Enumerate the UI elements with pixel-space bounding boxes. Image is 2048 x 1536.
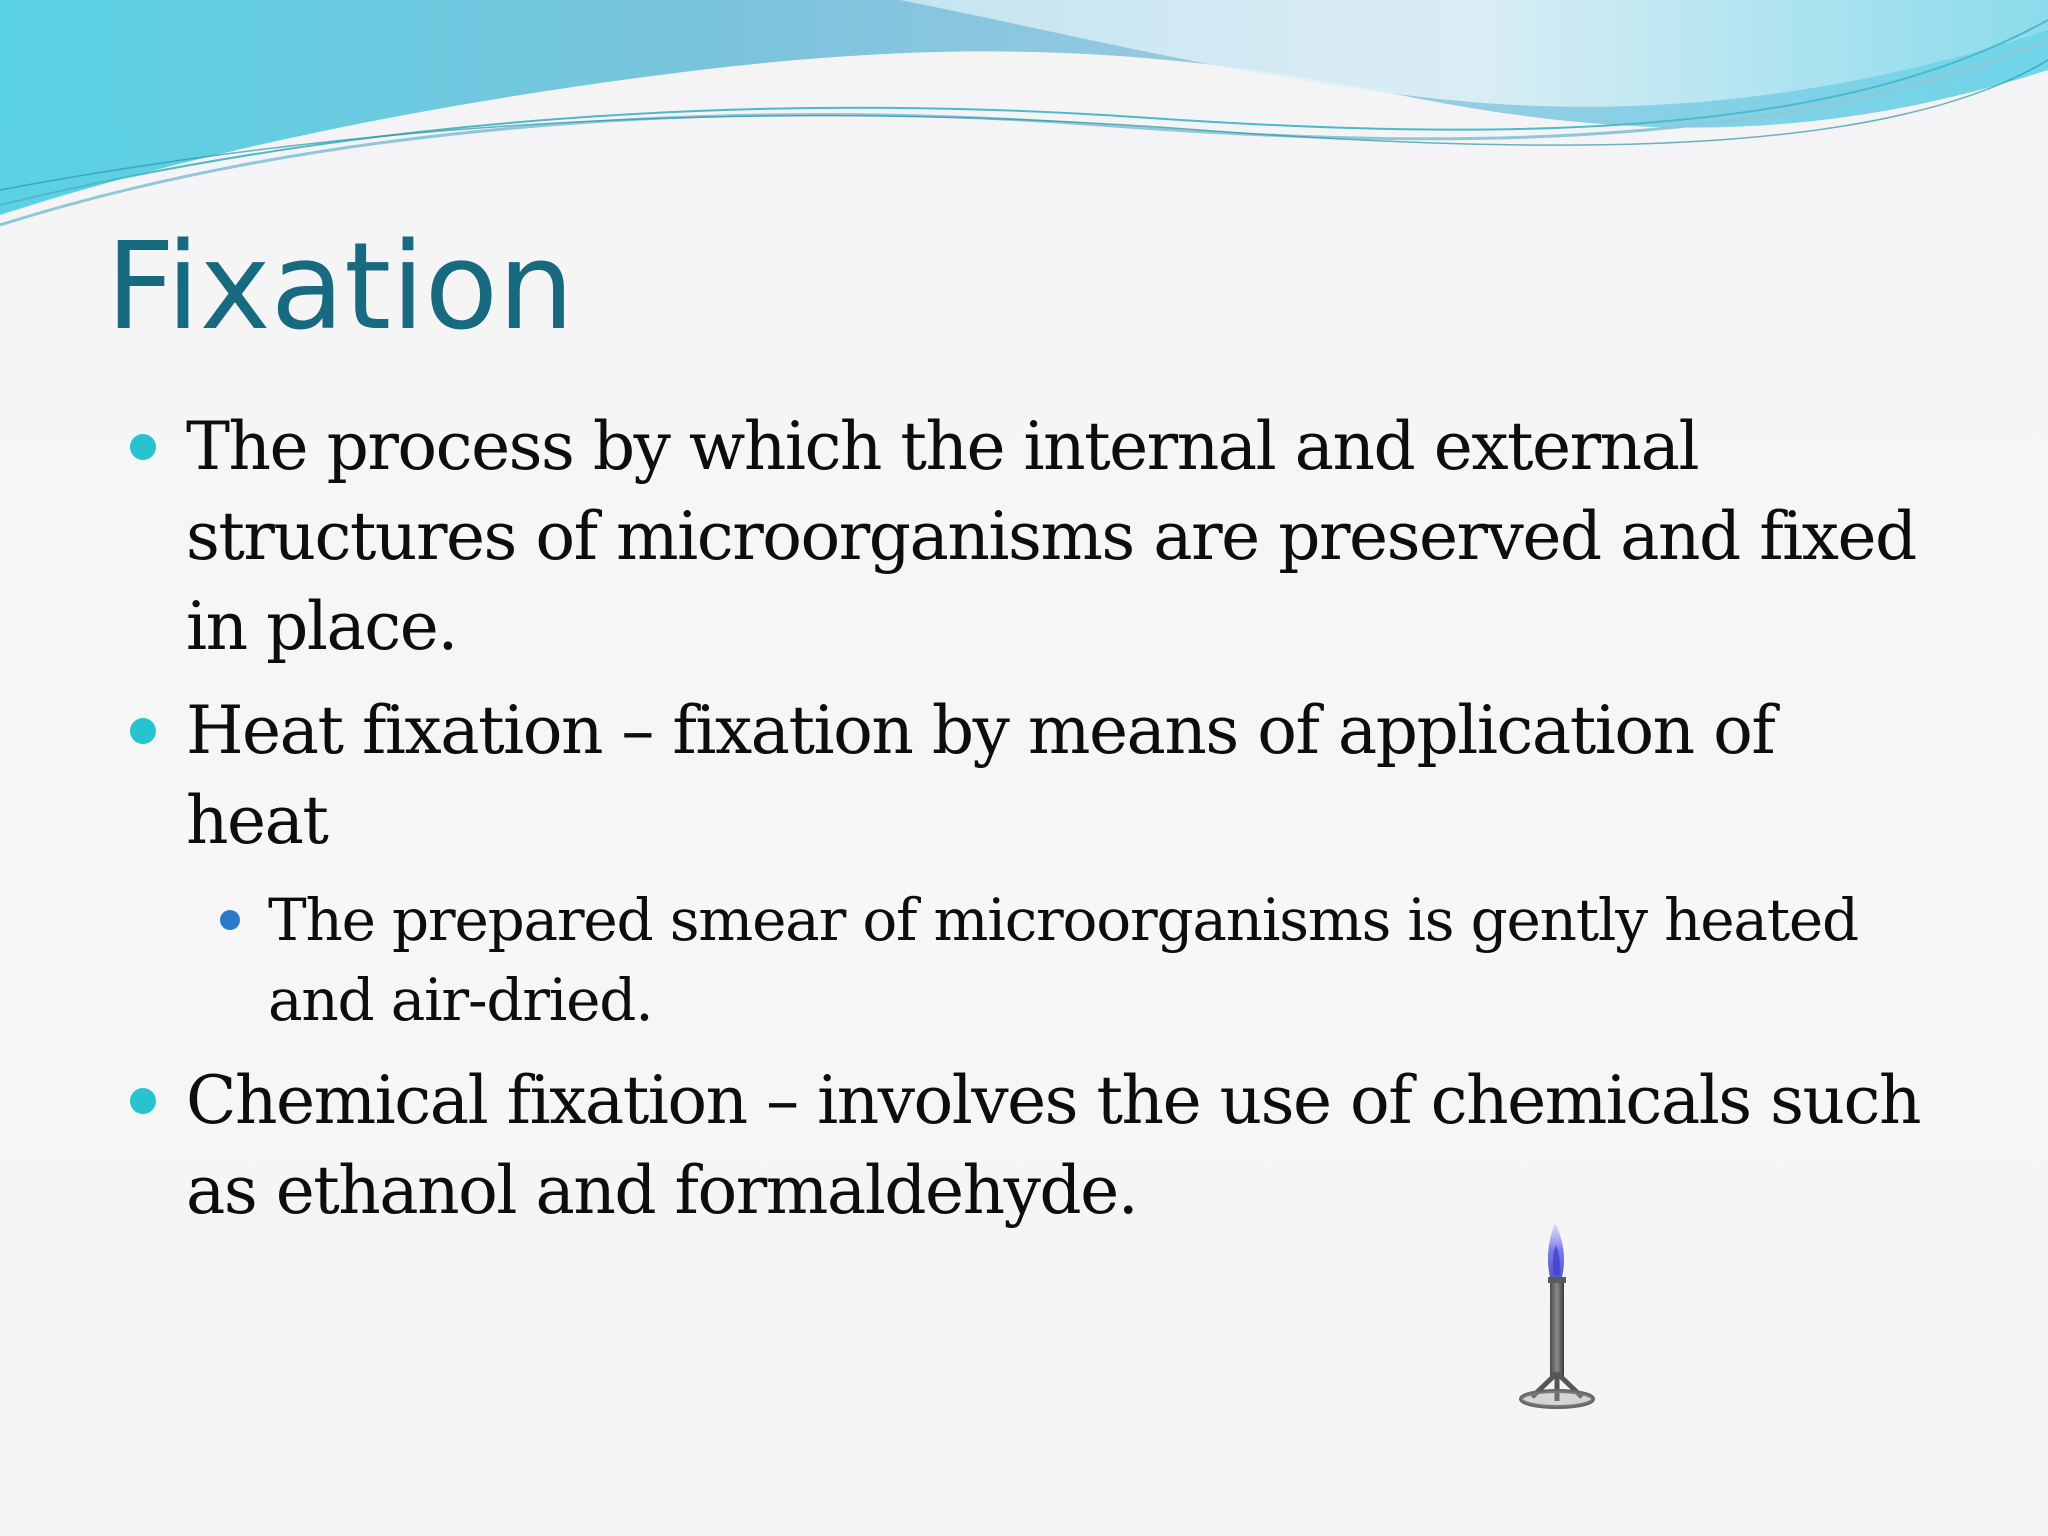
bullet-text: Heat fixation – fixation by means of application of heat — [186, 692, 1775, 859]
bullet-dot-icon — [130, 434, 156, 460]
bullet-item — [130, 686, 1930, 866]
bullet-item — [130, 402, 1930, 672]
slide-title: Fixation — [106, 218, 575, 357]
bullet-text: The process by which the internal and external structures of microorganisms are preserved and fixed in place. — [186, 408, 1916, 665]
sub-bullet-dot-icon — [220, 910, 240, 930]
bullet-list — [130, 402, 1930, 1250]
header-wave-decoration — [0, 0, 2048, 240]
sub-bullet-item — [130, 880, 1930, 1040]
bullet-item — [130, 1056, 1930, 1236]
bullet-dot-icon — [130, 718, 156, 744]
bullet-text: Chemical fixation – involves the use of chemicals such as ethanol and formaldehyde. — [186, 1062, 1920, 1229]
bullet-dot-icon — [130, 1088, 156, 1114]
sub-bullet-text: The prepared smear of microorganisms is gently heated and air-dried. — [268, 886, 1858, 1034]
bunsen-burner-icon — [1500, 1215, 1620, 1415]
